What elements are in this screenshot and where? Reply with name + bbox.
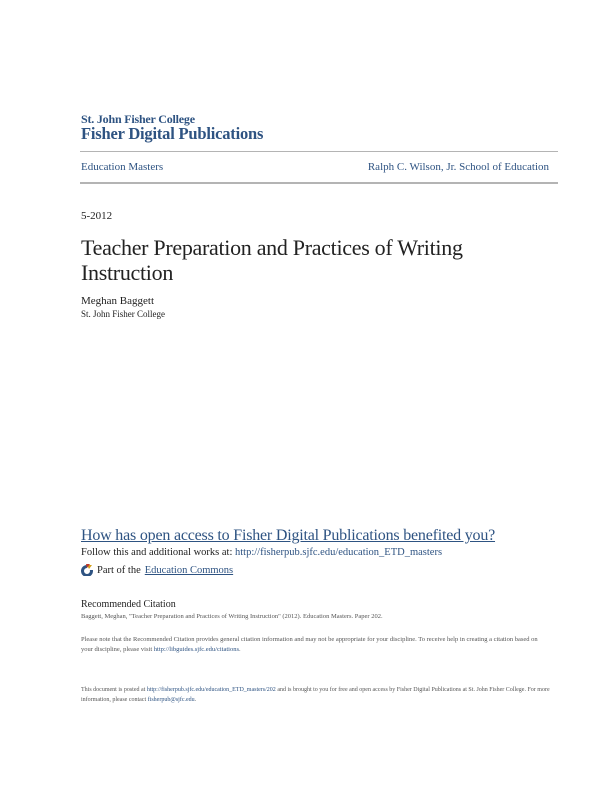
posting-url-link[interactable]: http://fisherpub.sjfc.edu/education_ETD_masters/202	[146, 687, 276, 693]
divider-bottom	[80, 182, 558, 184]
recommended-citation-heading: Recommended Citation	[81, 599, 176, 610]
posting-notice	[81, 686, 551, 705]
digital-commons-icon	[81, 564, 93, 576]
paper-title: Teacher Preparation and Practices of Writing Instruction	[81, 235, 463, 285]
recommended-citation-text: Baggett, Meghan, "Teacher Preparation and Practices of Writing Instruction" (2012). Education Masters. Paper 202.	[81, 613, 383, 620]
part-of-line	[81, 564, 233, 576]
part-of-label: Part of the	[97, 564, 141, 576]
follow-url-link[interactable]: http://fisherpub.sjfc.edu/education_ETD_masters	[235, 547, 443, 558]
contact-email-link[interactable]: fisherpub@sjfc.edu	[147, 696, 195, 703]
institution-name: St. John Fisher College	[81, 112, 195, 126]
citation-note-text: Please note that the Recommended Citation provides general citation information and may not be appropriate for your discipline. To receive help in creating a citation based on your discipline, please visit	[81, 636, 538, 653]
citation-note-end: .	[238, 645, 241, 653]
posting-end: .	[194, 696, 197, 703]
publication-date: 5-2012	[81, 210, 113, 222]
repository-name: Fisher Digital Publications	[81, 124, 264, 143]
posting-suffix: and is brought to you for free and open access by Fisher Digital Publications at St. John Fisher College. For more information, please contact	[81, 687, 550, 703]
author-affiliation: St. John Fisher College	[81, 309, 166, 319]
citation-guide-link[interactable]: http://libguides.sjfc.edu/citations	[153, 645, 239, 653]
education-commons-link[interactable]: Education Commons	[144, 564, 234, 576]
posting-prefix: This document is posted at	[81, 687, 147, 693]
follow-label: Follow this and additional works at:	[81, 547, 235, 558]
divider-top	[80, 151, 558, 152]
author-name: Meghan Baggett	[81, 295, 155, 307]
open-access-feedback-link[interactable]: How has open access to Fisher Digital Publications benefited you?	[81, 527, 496, 544]
citation-note	[81, 635, 551, 654]
collection-link-school-of-education[interactable]: Ralph C. Wilson, Jr. School of Education	[367, 161, 549, 173]
follow-line	[81, 547, 442, 558]
collection-link-education-masters[interactable]: Education Masters	[81, 161, 164, 173]
